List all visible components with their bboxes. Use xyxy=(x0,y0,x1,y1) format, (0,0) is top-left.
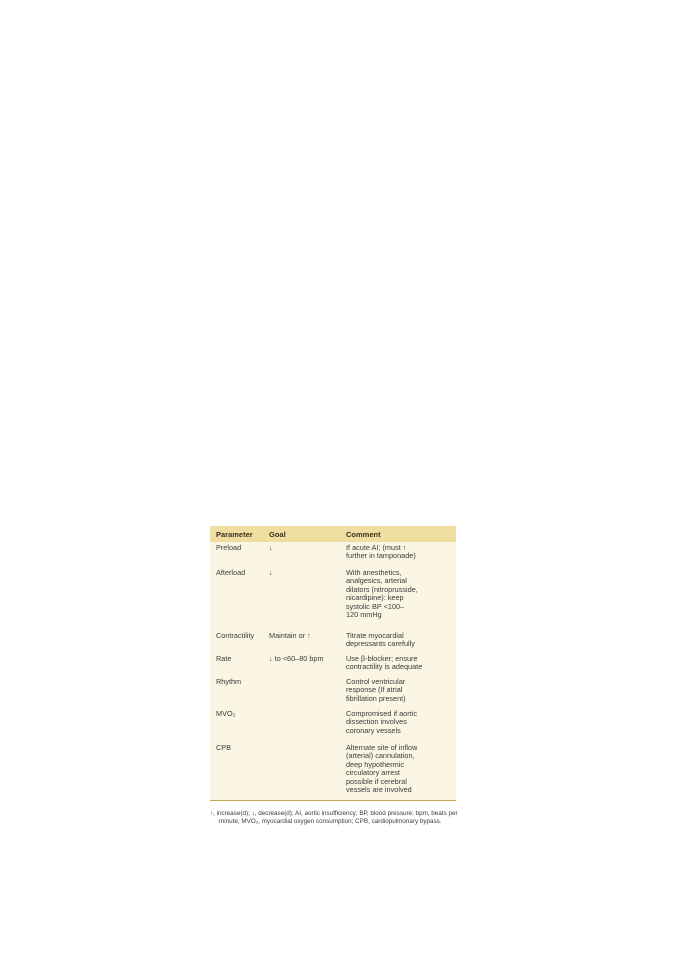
cell-comment: If acute AI; (must ↑ further in tamponade) xyxy=(346,543,416,561)
cell-comment: Compromised if aortic dissection involves coronary vessels xyxy=(346,709,417,735)
cell-goal xyxy=(267,678,344,708)
cell-parameter: Contractility xyxy=(216,631,255,640)
table-row xyxy=(210,742,456,800)
header-goal: Goal xyxy=(269,529,286,539)
table-footnote: ↑, increase(d); ↓, decrease(d); AI, aortic insufficiency; BP, blood pressure; bpm, beats per minute; MVO₂, myocardial oxygen consumption; CPB, cardiopulmonary bypass. xyxy=(210,810,458,826)
cell-parameter: MVO₂ xyxy=(216,709,236,718)
cell-comment: Titrate myocardial depressants carefully xyxy=(346,631,415,649)
cell-goal: ↓ xyxy=(269,543,273,552)
cell-comment: Alternate site of inflow (arterial) cannulation, deep hypothermic circulatory arrest possible if cerebral vessels are involved xyxy=(346,743,418,795)
cell-goal: ↓ xyxy=(269,568,273,577)
table-row xyxy=(210,676,456,708)
cell-goal: ↓ to <60–80 bpm xyxy=(269,654,324,663)
table-row xyxy=(210,630,456,653)
cell-comment: With anesthetics, analgesics, arterial dilators (nitroprusside, nicardipine): keep systolic BP <100– 120 mmHg xyxy=(346,568,418,620)
cell-parameter: Afterload xyxy=(216,568,246,577)
table-row xyxy=(210,708,456,742)
cell-goal xyxy=(267,744,344,800)
cell-parameter: CPB xyxy=(216,743,232,752)
cell-parameter: Preload xyxy=(216,543,242,552)
cell-parameter: Rhythm xyxy=(216,677,242,686)
table-row xyxy=(210,567,456,630)
table-row xyxy=(210,542,456,567)
header-comment: Comment xyxy=(346,529,381,539)
cell-parameter: Rate xyxy=(216,654,232,663)
cell-goal: Maintain or ↑ xyxy=(269,631,311,640)
cell-comment: Use β-blocker; ensure contractility is adequate xyxy=(346,654,423,672)
cell-goal xyxy=(267,710,344,742)
header-parameter: Parameter xyxy=(216,529,253,539)
table-header xyxy=(210,526,456,542)
cell-comment: Control ventricular response (If atrial fibrillation present) xyxy=(346,677,406,703)
table-row xyxy=(210,653,456,676)
hemodynamic-table xyxy=(210,526,456,801)
